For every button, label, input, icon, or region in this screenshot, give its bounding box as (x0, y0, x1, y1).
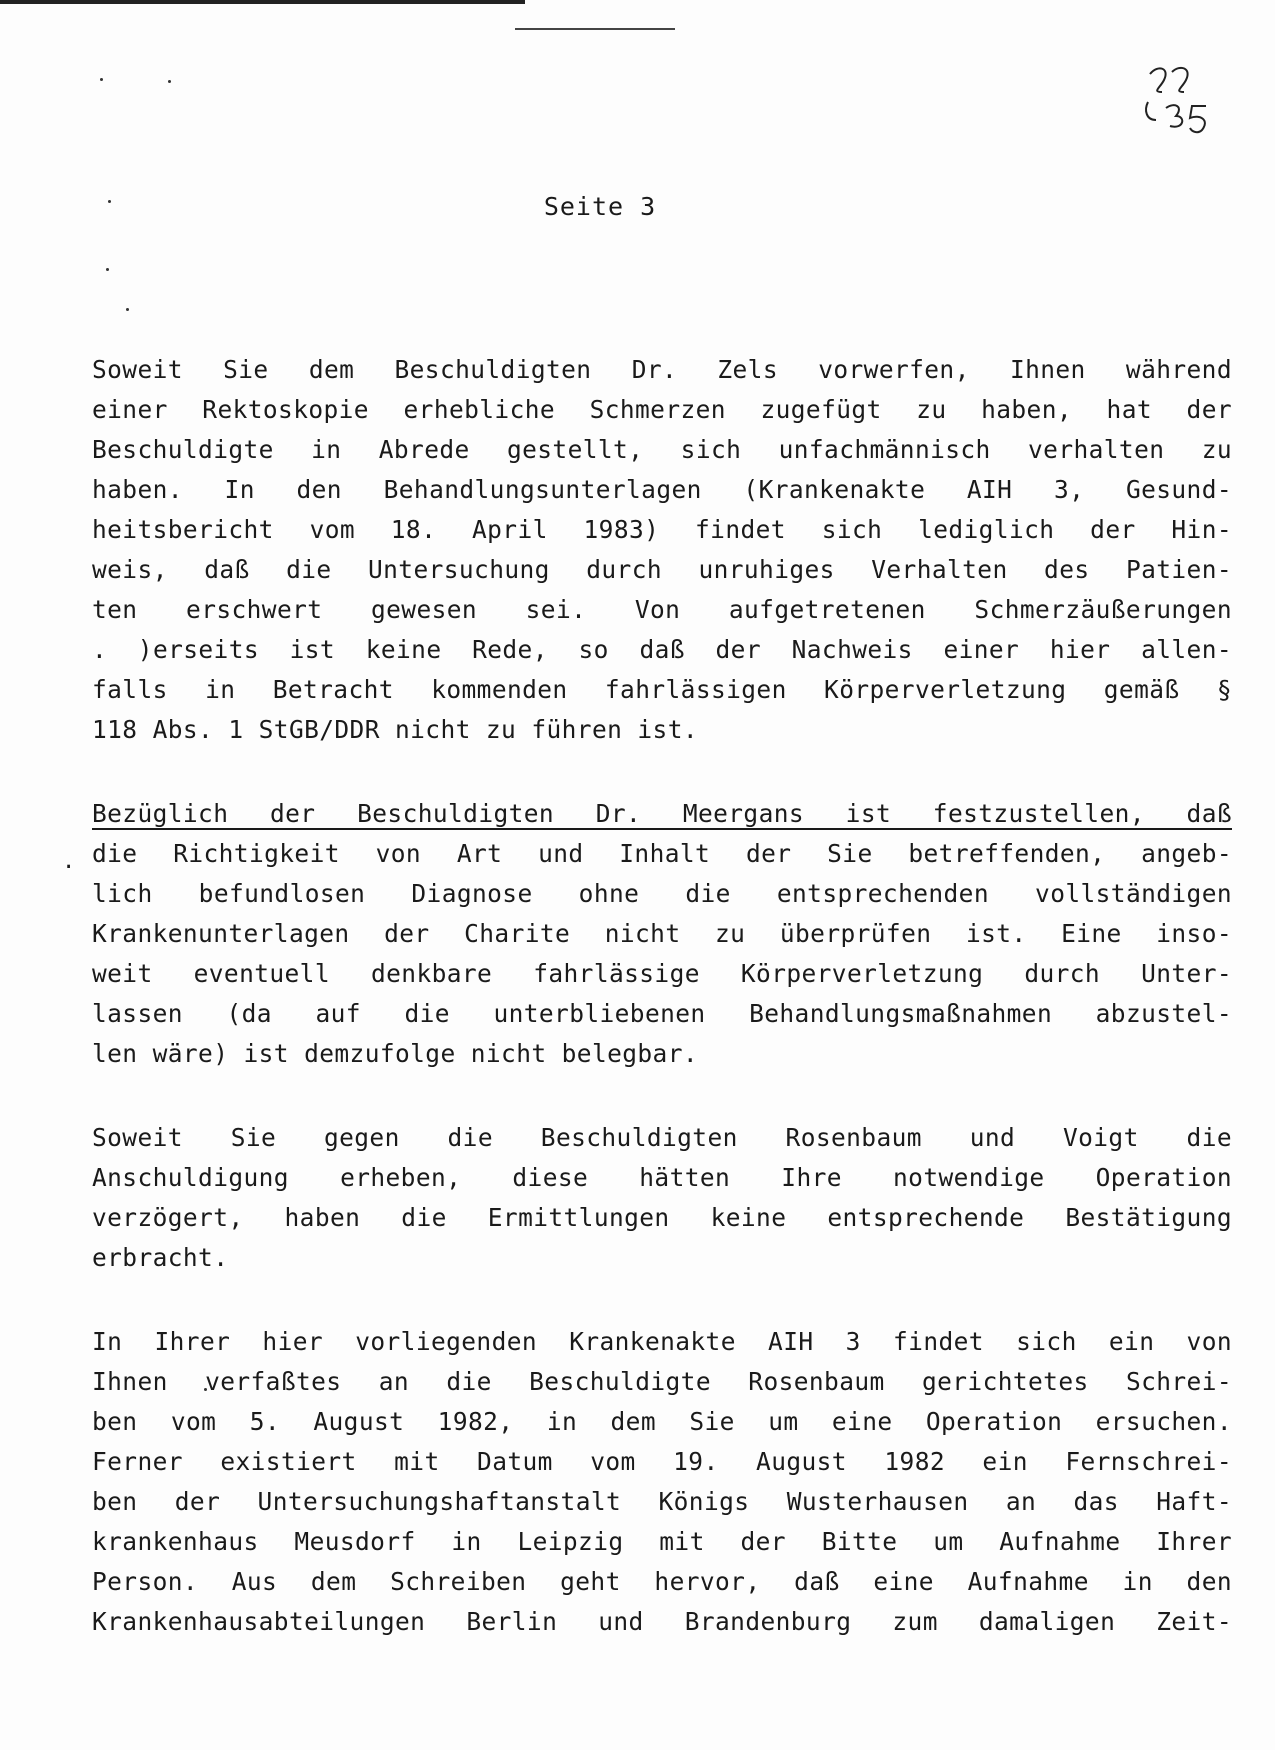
text-line: krankenhaus Meusdorf in Leipzig mit der Bitte um Aufnahme Ihrer (92, 1527, 1232, 1556)
text-line: einer Rektoskopie erhebliche Schmerzen zugefügt zu haben, hat der (92, 395, 1232, 424)
text-line: Person. Aus dem Schreiben geht hervor, daß eine Aufnahme in den (92, 1567, 1232, 1596)
scan-edge-rule (0, 0, 525, 4)
text-line: len wäre) ist demzufolge nicht belegbar. (92, 1039, 699, 1068)
handwritten-page-number (1140, 62, 1220, 152)
text-line: Ferner existiert mit Datum vom 19. August 1982 ein Fernschrei- (92, 1447, 1232, 1476)
text-line: falls in Betracht kommenden fahrlässigen Körperverletzung gemäß § (92, 675, 1232, 704)
text-line: Krankenunterlagen der Charite nicht zu überprüfen ist. Eine inso- (92, 919, 1232, 948)
scan-speck (126, 308, 129, 311)
text-line: haben. In den Behandlungsunterlagen (Krankenakte AIH 3, Gesund- (92, 475, 1232, 504)
paragraph (92, 794, 1232, 1074)
text-line: Anschuldigung erheben, diese hätten Ihre notwendige Operation (92, 1163, 1232, 1192)
paragraph (92, 350, 1232, 750)
text-line: 118 Abs. 1 StGB/DDR nicht zu führen ist. (92, 715, 699, 744)
document-body (92, 350, 1232, 1686)
text-line: . )erseits ist keine Rede, so daß der Nachweis einer hier allen- (92, 635, 1232, 664)
text-line: Soweit Sie dem Beschuldigten Dr. Zels vorwerfen, Ihnen während (92, 355, 1232, 384)
text-line: erbracht. (92, 1243, 229, 1272)
text-line: lich befundlosen Diagnose ohne die entsprechenden vollständigen (92, 879, 1232, 908)
paragraph (92, 1118, 1232, 1278)
paragraph (92, 1322, 1232, 1642)
text-line: Bezüglich der Beschuldigten Dr. Meergans ist festzustellen, daß (92, 799, 1232, 828)
text-line: ben der Untersuchungshaftanstalt Königs Wusterhausen an das Haft- (92, 1487, 1232, 1516)
scan-edge-rule-secondary (515, 28, 675, 30)
text-line: Beschuldigte in Abrede gestellt, sich unfachmännisch verhalten zu (92, 435, 1232, 464)
text-line: Soweit Sie gegen die Beschuldigten Rosenbaum und Voigt die (92, 1123, 1232, 1152)
text-line: In Ihrer hier vorliegenden Krankenakte AIH 3 findet sich ein von (92, 1327, 1232, 1356)
text-line: verzögert, haben die Ermittlungen keine entsprechende Bestätigung (92, 1203, 1232, 1232)
text-line: die Richtigkeit von Art und Inhalt der Sie betreffenden, angeb- (92, 839, 1232, 868)
scan-speck (168, 80, 171, 83)
scan-speck (100, 78, 103, 81)
text-line: lassen (da auf die unterbliebenen Behandlungsmaßnahmen abzustel- (92, 999, 1232, 1028)
margin-mark: · (62, 855, 76, 880)
text-line: weis, daß die Untersuchung durch unruhiges Verhalten des Patien- (92, 555, 1232, 584)
text-line: ten erschwert gewesen sei. Von aufgetretenen Schmerzäußerungen (92, 595, 1232, 624)
text-line: heitsbericht vom 18. April 1983) findet sich lediglich der Hin- (92, 515, 1232, 544)
scan-speck (106, 268, 109, 271)
text-line: ben vom 5. August 1982, in dem Sie um eine Operation ersuchen. (92, 1407, 1232, 1436)
page-header: Seite 3 (543, 192, 657, 221)
text-line: weit eventuell denkbare fahrlässige Körperverletzung durch Unter- (92, 959, 1232, 988)
text-line: Ihnen verfaßtes an die Beschuldigte Rosenbaum gerichtetes Schrei- (92, 1367, 1232, 1396)
text-line: Krankenhausabteilungen Berlin und Brandenburg zum damaligen Zeit- (92, 1607, 1232, 1636)
